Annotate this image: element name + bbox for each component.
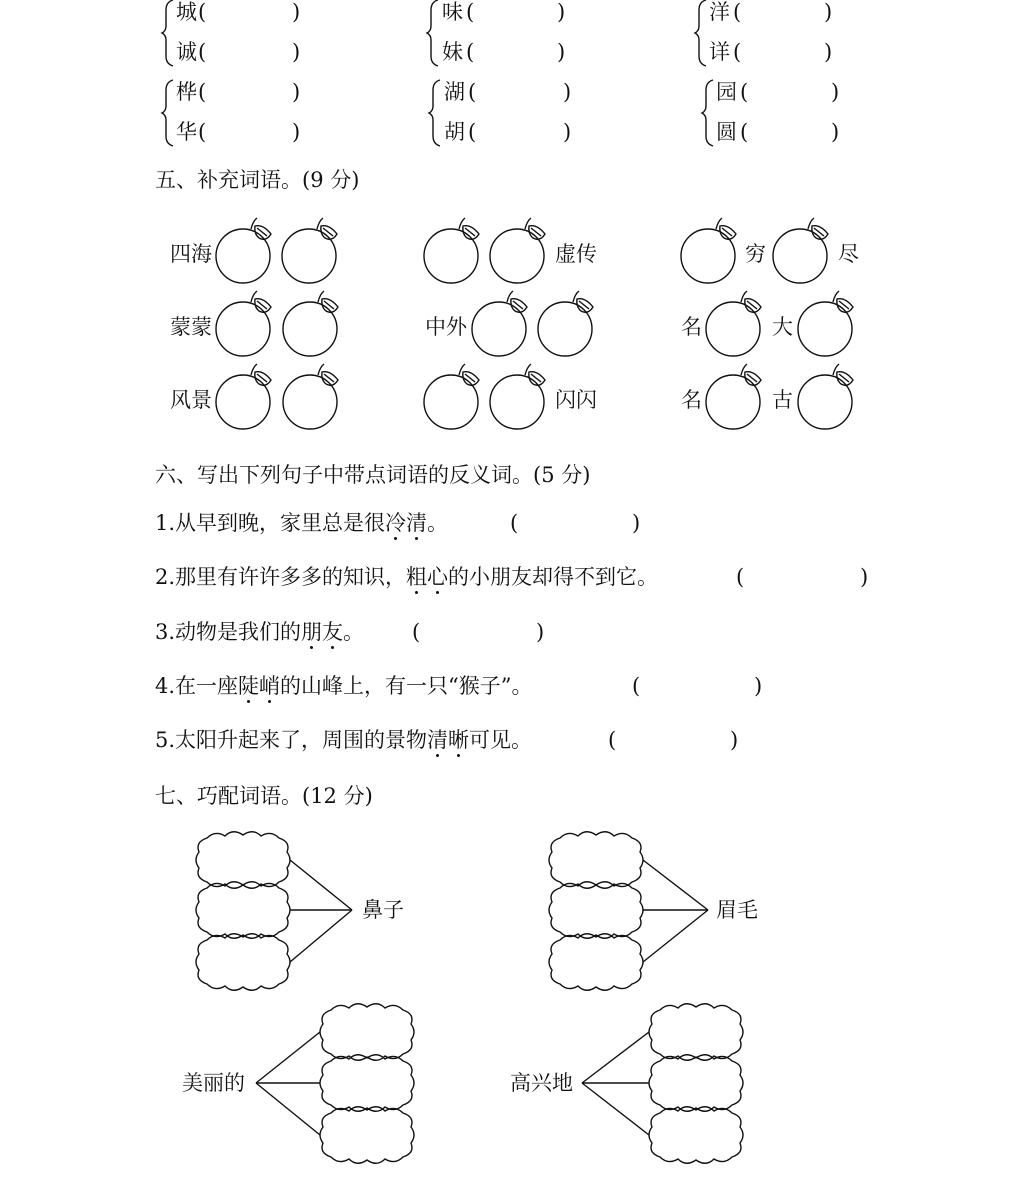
char-hu1: 湖 (444, 80, 465, 104)
word-da: 大 (772, 315, 793, 339)
answer-paren-close: ) (754, 674, 763, 698)
char-mei: 妹 (442, 40, 463, 64)
sentence-text: 可见。 (469, 728, 533, 752)
char-cheng: 城 (176, 0, 197, 24)
word-jin: 尽 (838, 242, 859, 266)
paren-close: ) (824, 40, 833, 64)
answer-paren-close: ) (730, 728, 739, 752)
sentence-text: 5.太阳升起来了，周围的景物 (155, 728, 428, 752)
word-shanshan: 闪闪 (555, 388, 597, 412)
answer-paren-open: ( (510, 511, 519, 535)
dotted-char: 心 (427, 565, 449, 589)
dotted-char: 粗 (406, 565, 428, 589)
paren-open: ( (198, 80, 207, 104)
word-qiong: 穷 (745, 242, 766, 266)
dotted-char: 陡 (238, 674, 260, 698)
paren-close: ) (563, 120, 572, 144)
paren-close: ) (831, 80, 840, 104)
dotted-char: 朋 (301, 620, 323, 644)
word-sihai: 四海 (170, 242, 212, 266)
paren-open: ( (468, 120, 477, 144)
paren-open: ( (740, 120, 749, 144)
char-hua1: 桦 (176, 80, 197, 104)
answer-paren-open: ( (412, 620, 421, 644)
sentence-text: 1.从早到晚，家里总是很 (155, 511, 386, 535)
word-mengmeng: 蒙蒙 (170, 315, 212, 339)
paren-open: ( (466, 0, 475, 24)
word-gaoxing-di: 高兴地 (510, 1071, 573, 1095)
paren-open: ( (198, 40, 207, 64)
answer-paren-open: ( (608, 728, 617, 752)
char-hua2: 华 (176, 120, 197, 144)
paren-open: ( (733, 40, 742, 64)
char-xiang: 详 (709, 40, 730, 64)
word-fengjing: 风景 (170, 388, 212, 412)
dotted-char: 峭 (259, 674, 281, 698)
char-wei: 味 (442, 0, 463, 24)
word-ming2: 名 (681, 388, 702, 412)
word-zhongwai: 中外 (425, 315, 467, 339)
paren-close: ) (831, 120, 840, 144)
word-xuchuan: 虚传 (555, 242, 597, 266)
sentence-text: 。 (343, 620, 365, 644)
sentence-text: 4.在一座 (155, 674, 239, 698)
char-yuan2: 圆 (716, 120, 737, 144)
sentence-text: 的山峰上，有一只“猴子”。 (280, 674, 533, 698)
word-bizi: 鼻子 (362, 898, 404, 922)
answer-paren-open: ( (736, 565, 745, 589)
dotted-char: 清 (406, 511, 428, 535)
word-gu: 古 (772, 388, 793, 412)
paren-close: ) (292, 0, 301, 24)
char-cheng2: 诚 (176, 40, 197, 64)
dotted-char: 友 (322, 620, 344, 644)
section-seven-title: 七、巧配词语。(12 分) (155, 784, 373, 808)
paren-open: ( (733, 0, 742, 24)
answer-paren-close: ) (632, 511, 641, 535)
sentence-text: 。 (427, 511, 449, 535)
paren-open: ( (198, 0, 207, 24)
char-hu2: 胡 (444, 120, 465, 144)
paren-close: ) (292, 80, 301, 104)
dotted-char: 晰 (448, 728, 470, 752)
answer-paren-close: ) (860, 565, 869, 589)
paren-close: ) (292, 40, 301, 64)
paren-close: ) (824, 0, 833, 24)
paren-close: ) (292, 120, 301, 144)
section-six-title: 六、写出下列句子中带点词语的反义词。(5 分) (155, 463, 591, 487)
word-meili-de: 美丽的 (182, 1071, 245, 1095)
paren-close: ) (557, 40, 566, 64)
dotted-char: 清 (427, 728, 449, 752)
paren-open: ( (198, 120, 207, 144)
char-yuan1: 园 (716, 80, 737, 104)
section-five-title: 五、补充词语。(9 分) (155, 168, 360, 192)
dotted-char: 冷 (385, 511, 407, 535)
answer-paren-close: ) (536, 620, 545, 644)
paren-open: ( (466, 40, 475, 64)
word-ming1: 名 (681, 315, 702, 339)
paren-close: ) (557, 0, 566, 24)
answer-paren-open: ( (632, 674, 641, 698)
paren-open: ( (740, 80, 749, 104)
sentence-text: 的小朋友却得不到它。 (448, 565, 659, 589)
sentence-text: 3.动物是我们的 (155, 620, 302, 644)
char-yang: 洋 (709, 0, 730, 24)
word-meimao: 眉毛 (716, 898, 758, 922)
paren-open: ( (468, 80, 477, 104)
sentence-text: 2.那里有许许多多的知识， (155, 565, 407, 589)
paren-close: ) (563, 80, 572, 104)
